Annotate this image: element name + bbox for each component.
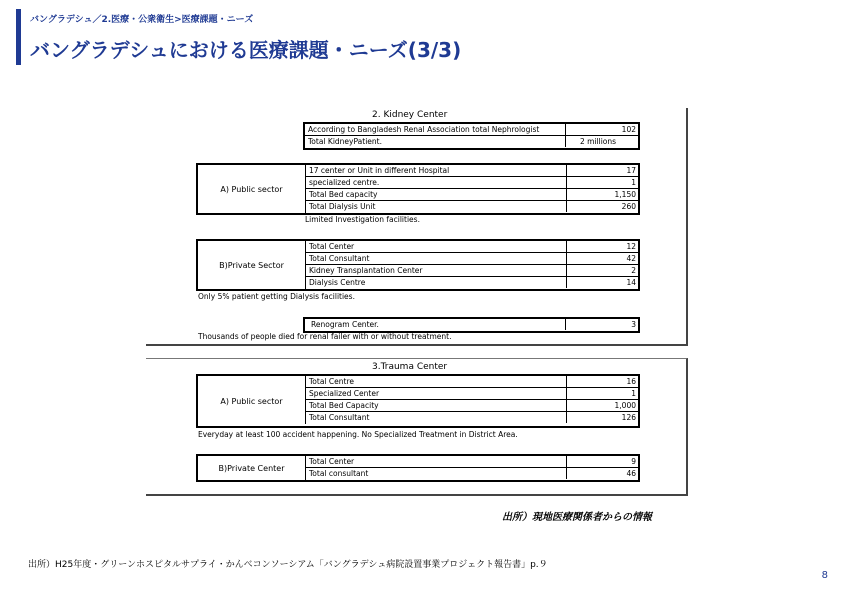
table-row: Total Dialysis Unit 260 [305,201,638,213]
kidney-center-table-image [146,108,688,346]
table-row: Total Consultant 42 [305,253,638,265]
trauma-public-sector-table [196,374,640,428]
table-row: Dialysis Centre 14 [305,277,638,289]
table-row: Total Center 9 [305,456,638,468]
trauma-public-note: Everyday at least 100 accident happening. No Specialized Treatment in District Area. [198,430,518,439]
table-row: Renogram Center. 3 [311,320,636,329]
table-row: Total Bed capacity 1,150 [305,189,638,201]
kidney-private-sector-table [196,239,640,291]
trauma-private-center-table [196,454,640,482]
trauma-center-table-image [146,358,688,496]
table-row: Total Center 12 [305,241,638,253]
table-row: According to Bangladesh Renal Association total Nephrologist 102 [305,124,638,136]
kidney-summary-table [303,122,640,150]
table-row: Specialized Center 1 [305,388,638,400]
trauma-private-center-label: B)Private Center [218,463,285,473]
table-row: Kidney Transplantation Center 2 [305,265,638,277]
kidney-center-title: 2. Kidney Center [372,110,448,120]
table-row: Total Bed Capacity 1,000 [305,400,638,412]
footer-source: 出所）H25年度・グリーンホスピタルサプライ・かんべコンソーシアム「バングラデシュ病院設置事業プロジェクト報告書」p.９ [28,560,548,570]
kidney-private-note: Only 5% patient getting Dialysis facilities. [198,292,355,301]
page-number: 8 [821,570,828,581]
table-row: Total KidneyPatient. 2 millions [305,136,638,148]
table-row: specialized centre. 1 [305,177,638,189]
trauma-center-title: 3.Trauma Center [372,362,448,372]
trauma-public-sector-label: A) Public sector [220,396,283,406]
breadcrumb: バングラデシュ／2.医療・公衆衛生>医療課題・ニーズ [30,15,254,25]
kidney-renogram-table [303,317,640,333]
kidney-private-sector-label: B)Private Sector [219,260,284,270]
kidney-public-note: Limited Investigation facilities. [305,215,420,224]
table-row: 17 center or Unit in different Hospital 17 [305,165,638,177]
title-accent-bar [16,9,21,65]
kidney-public-sector-table [196,163,640,215]
info-source-caption: 出所）現地医療関係者からの情報 [502,512,652,523]
table-row: Total consultant 46 [305,468,638,480]
table-row: Total Centre 16 [305,376,638,388]
table-row: Total Consultant 126 [305,412,638,424]
kidney-public-sector-label: A) Public sector [220,184,283,194]
page-title: バングラデシュにおける医療課題・ニーズ(3/3) [30,38,462,62]
kidney-footnote: Thousands of people died for renal failer with or without treatment. [198,332,452,341]
